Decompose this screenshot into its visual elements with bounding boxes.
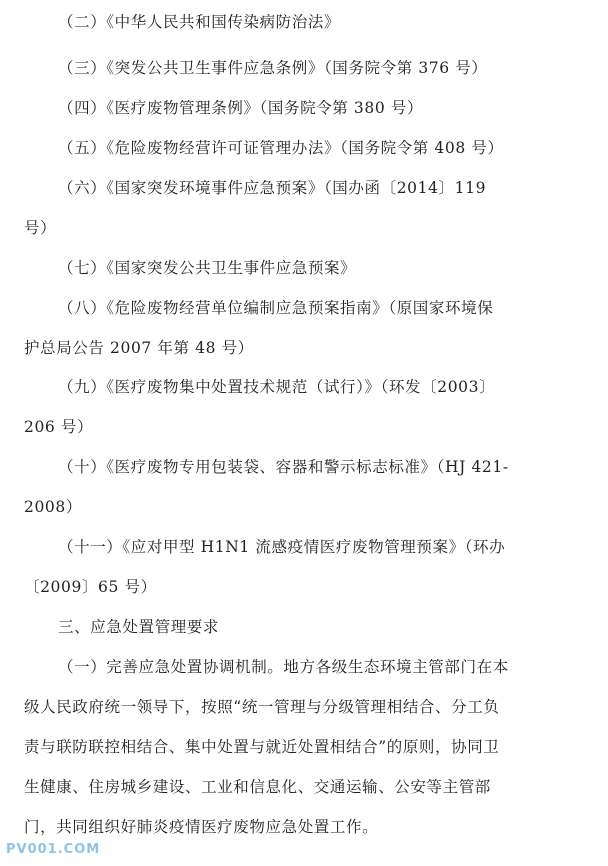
site-watermark: PV001.COM (6, 842, 101, 857)
text-line: （九）《医疗废物集中处置技术规范（试行）》（环发〔2003〕 (58, 378, 496, 396)
text-line: （十）《医疗废物专用包装袋、容器和警示标志标准》（HJ 421- (58, 458, 509, 476)
text-line: （七）《国家突发公共卫生事件应急预案》 (58, 259, 357, 277)
text-line: （三）《突发公共卫生事件应急条例》（国务院令第 376 号） (58, 59, 488, 77)
text-line: （一）完善应急处置协调机制。地方各级生态环境主管部门在本 (58, 658, 509, 676)
text-line: （五）《危险废物经营许可证管理办法》（国务院令第 408 号） (58, 139, 504, 157)
text-line: （二）《中华人民共和国传染病防治法》 (58, 13, 341, 31)
text-line: （八）《危险废物经营单位编制应急预案指南》（原国家环境保 (58, 299, 494, 317)
text-line: （六）《国家突发环境事件应急预案》（国办函〔2014〕119 (58, 179, 487, 197)
text-line: 责与联防联控相结合、集中处置与就近处置相结合”的原则，协同卫 (24, 738, 500, 756)
text-line: （四）《医疗废物管理条例》（国务院令第 380 号） (58, 99, 424, 117)
text-line: 〔2009〕65 号） (24, 578, 157, 596)
text-line: （十一）《应对甲型 H1N1 流感疫情医疗废物管理预案》（环办 (58, 538, 506, 556)
text-line: 2008） (24, 498, 82, 516)
text-line: 护总局公告 2007 年第 48 号） (24, 339, 254, 357)
text-line: 生健康、住房城乡建设、工业和信息化、交通运输、公安等主管部 (24, 778, 491, 796)
text-line: 206 号） (24, 418, 94, 436)
text-line: 级人民政府统一领导下，按照“统一管理与分级管理相结合、分工负 (24, 698, 500, 716)
section-heading: 三、应急处置管理要求 (58, 618, 220, 636)
text-line: 号） (24, 219, 57, 237)
text-line: 门，共同组织好肺炎疫情医疗废物应急处置工作。 (24, 818, 379, 836)
